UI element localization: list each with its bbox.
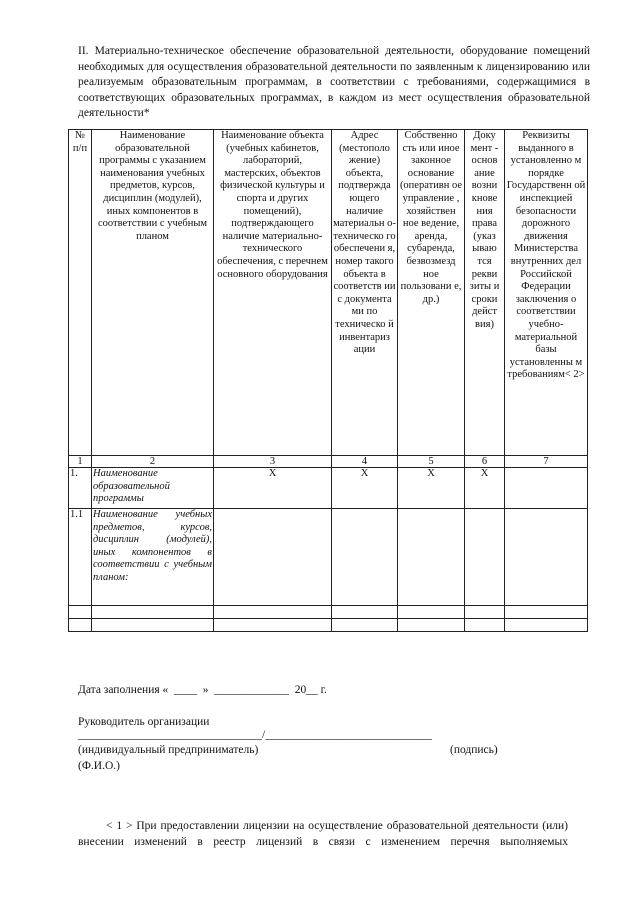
empty-cell: [214, 606, 332, 619]
column-number-row: [69, 456, 588, 468]
subjects-text: Наименование учебных предметов, курсов, дисциплин (модулей), иных компонентов в соответствии с учебным планом:: [93, 509, 212, 583]
column-number: 2: [92, 456, 214, 468]
empty-cell: [505, 468, 588, 509]
empty-cell: [465, 619, 505, 632]
header-cell-gibdd: Реквизиты выданного в установленно м порядке Государственн ой инспекцией безопасности дорожного движения Министерства внутренних дел Российской Федерации заключения о соответствии учебно-материальной базы установленны м требованиям< 2>: [505, 130, 588, 456]
empty-cell: [69, 606, 92, 619]
empty-cell: [465, 509, 505, 606]
empty-cell: [92, 619, 214, 632]
empty-cell: [214, 509, 332, 606]
empty-cell: [505, 509, 588, 606]
row-number: 1.1: [69, 509, 92, 606]
cross-mark: X: [465, 468, 505, 509]
program-name-cell: Наименование образовательной программы: [92, 468, 214, 509]
footnote: < 1 > При предоставлении лицензии на осуществление образовательной деятельности (или) внесении изменений в реестр лицензий в связи с изменением перечня выполняемых: [78, 820, 568, 848]
header-cell-program: Наименование образовательной программы с указанием наименования учебных предметов, курсов, дисциплин (модулей), иных компонентов в соответствии с учебным планом: [92, 130, 214, 456]
header-cell-object: Наименование объекта (учебных кабинетов, лабораторий, мастерских, объектов физической культуры и спорта и других помещений), подтверждающего наличие материально-технического обеспечения, с перечнем основного оборудования: [214, 130, 332, 456]
empty-cell: [505, 606, 588, 619]
empty-row: [69, 619, 588, 632]
row-number: 1.: [69, 468, 92, 509]
column-number: 7: [505, 456, 588, 468]
empty-cell: [465, 606, 505, 619]
material-base-table: [68, 129, 588, 632]
empty-cell: [92, 606, 214, 619]
sign-caption-left: (индивидуальный предприниматель): [78, 744, 259, 756]
column-number: 6: [465, 456, 505, 468]
empty-cell: [214, 619, 332, 632]
empty-cell: [69, 619, 92, 632]
head-label: Руководитель организации: [78, 716, 210, 728]
subjects-cell: [92, 509, 214, 606]
cross-mark: X: [332, 468, 398, 509]
empty-cell: [398, 606, 465, 619]
table-row: [69, 509, 588, 606]
cross-mark: X: [398, 468, 465, 509]
empty-cell: [332, 606, 398, 619]
empty-cell: [332, 509, 398, 606]
header-cell-ownership: Собственно сть или иное законное основание (оперативн ое управление , хозяйствен ное ведение, аренда, субаренда, безвозмезд ное пользовани е, др.): [398, 130, 465, 456]
empty-cell: [398, 509, 465, 606]
table-row: [69, 468, 588, 509]
fio-label: (Ф.И.О.): [78, 760, 120, 772]
header-cell-address: Адрес (местополо жение) объекта, подтвержда ющего наличие материальн о-техническо го обеспечени я, номер такого объекта в соответств ии с документа ми по техническо й инвентариз ации: [332, 130, 398, 456]
column-number: 1: [69, 456, 92, 468]
header-cell-document: Доку мент - основ ание возни кнове ния права (указ ываю тся рекви зиты и сроки дейст вия): [465, 130, 505, 456]
table-header-row: [69, 130, 588, 456]
empty-cell: [505, 619, 588, 632]
cross-mark: X: [214, 468, 332, 509]
column-number: 5: [398, 456, 465, 468]
column-number: 4: [332, 456, 398, 468]
signature-line: ________________________________/_____________________________: [78, 729, 432, 741]
section-heading: II. Материально-техническое обеспечение образовательной деятельности, оборудование помещений необходимых для осуществления образовательной деятельности по заявленным к лицензированию или реализуемым образовательным программам, в соответствии с требованиями, содержащимися в соответствующих образовательных программах, в каждом из мест осуществления образовательной деятельности*: [78, 45, 590, 119]
empty-row: [69, 606, 588, 619]
header-cell-num: № п/п: [69, 130, 92, 456]
empty-cell: [332, 619, 398, 632]
date-line: Дата заполнения « ____ » _____________ 20__ г.: [78, 684, 327, 696]
empty-cell: [398, 619, 465, 632]
sign-caption-right: (подпись): [450, 744, 498, 756]
column-number: 3: [214, 456, 332, 468]
